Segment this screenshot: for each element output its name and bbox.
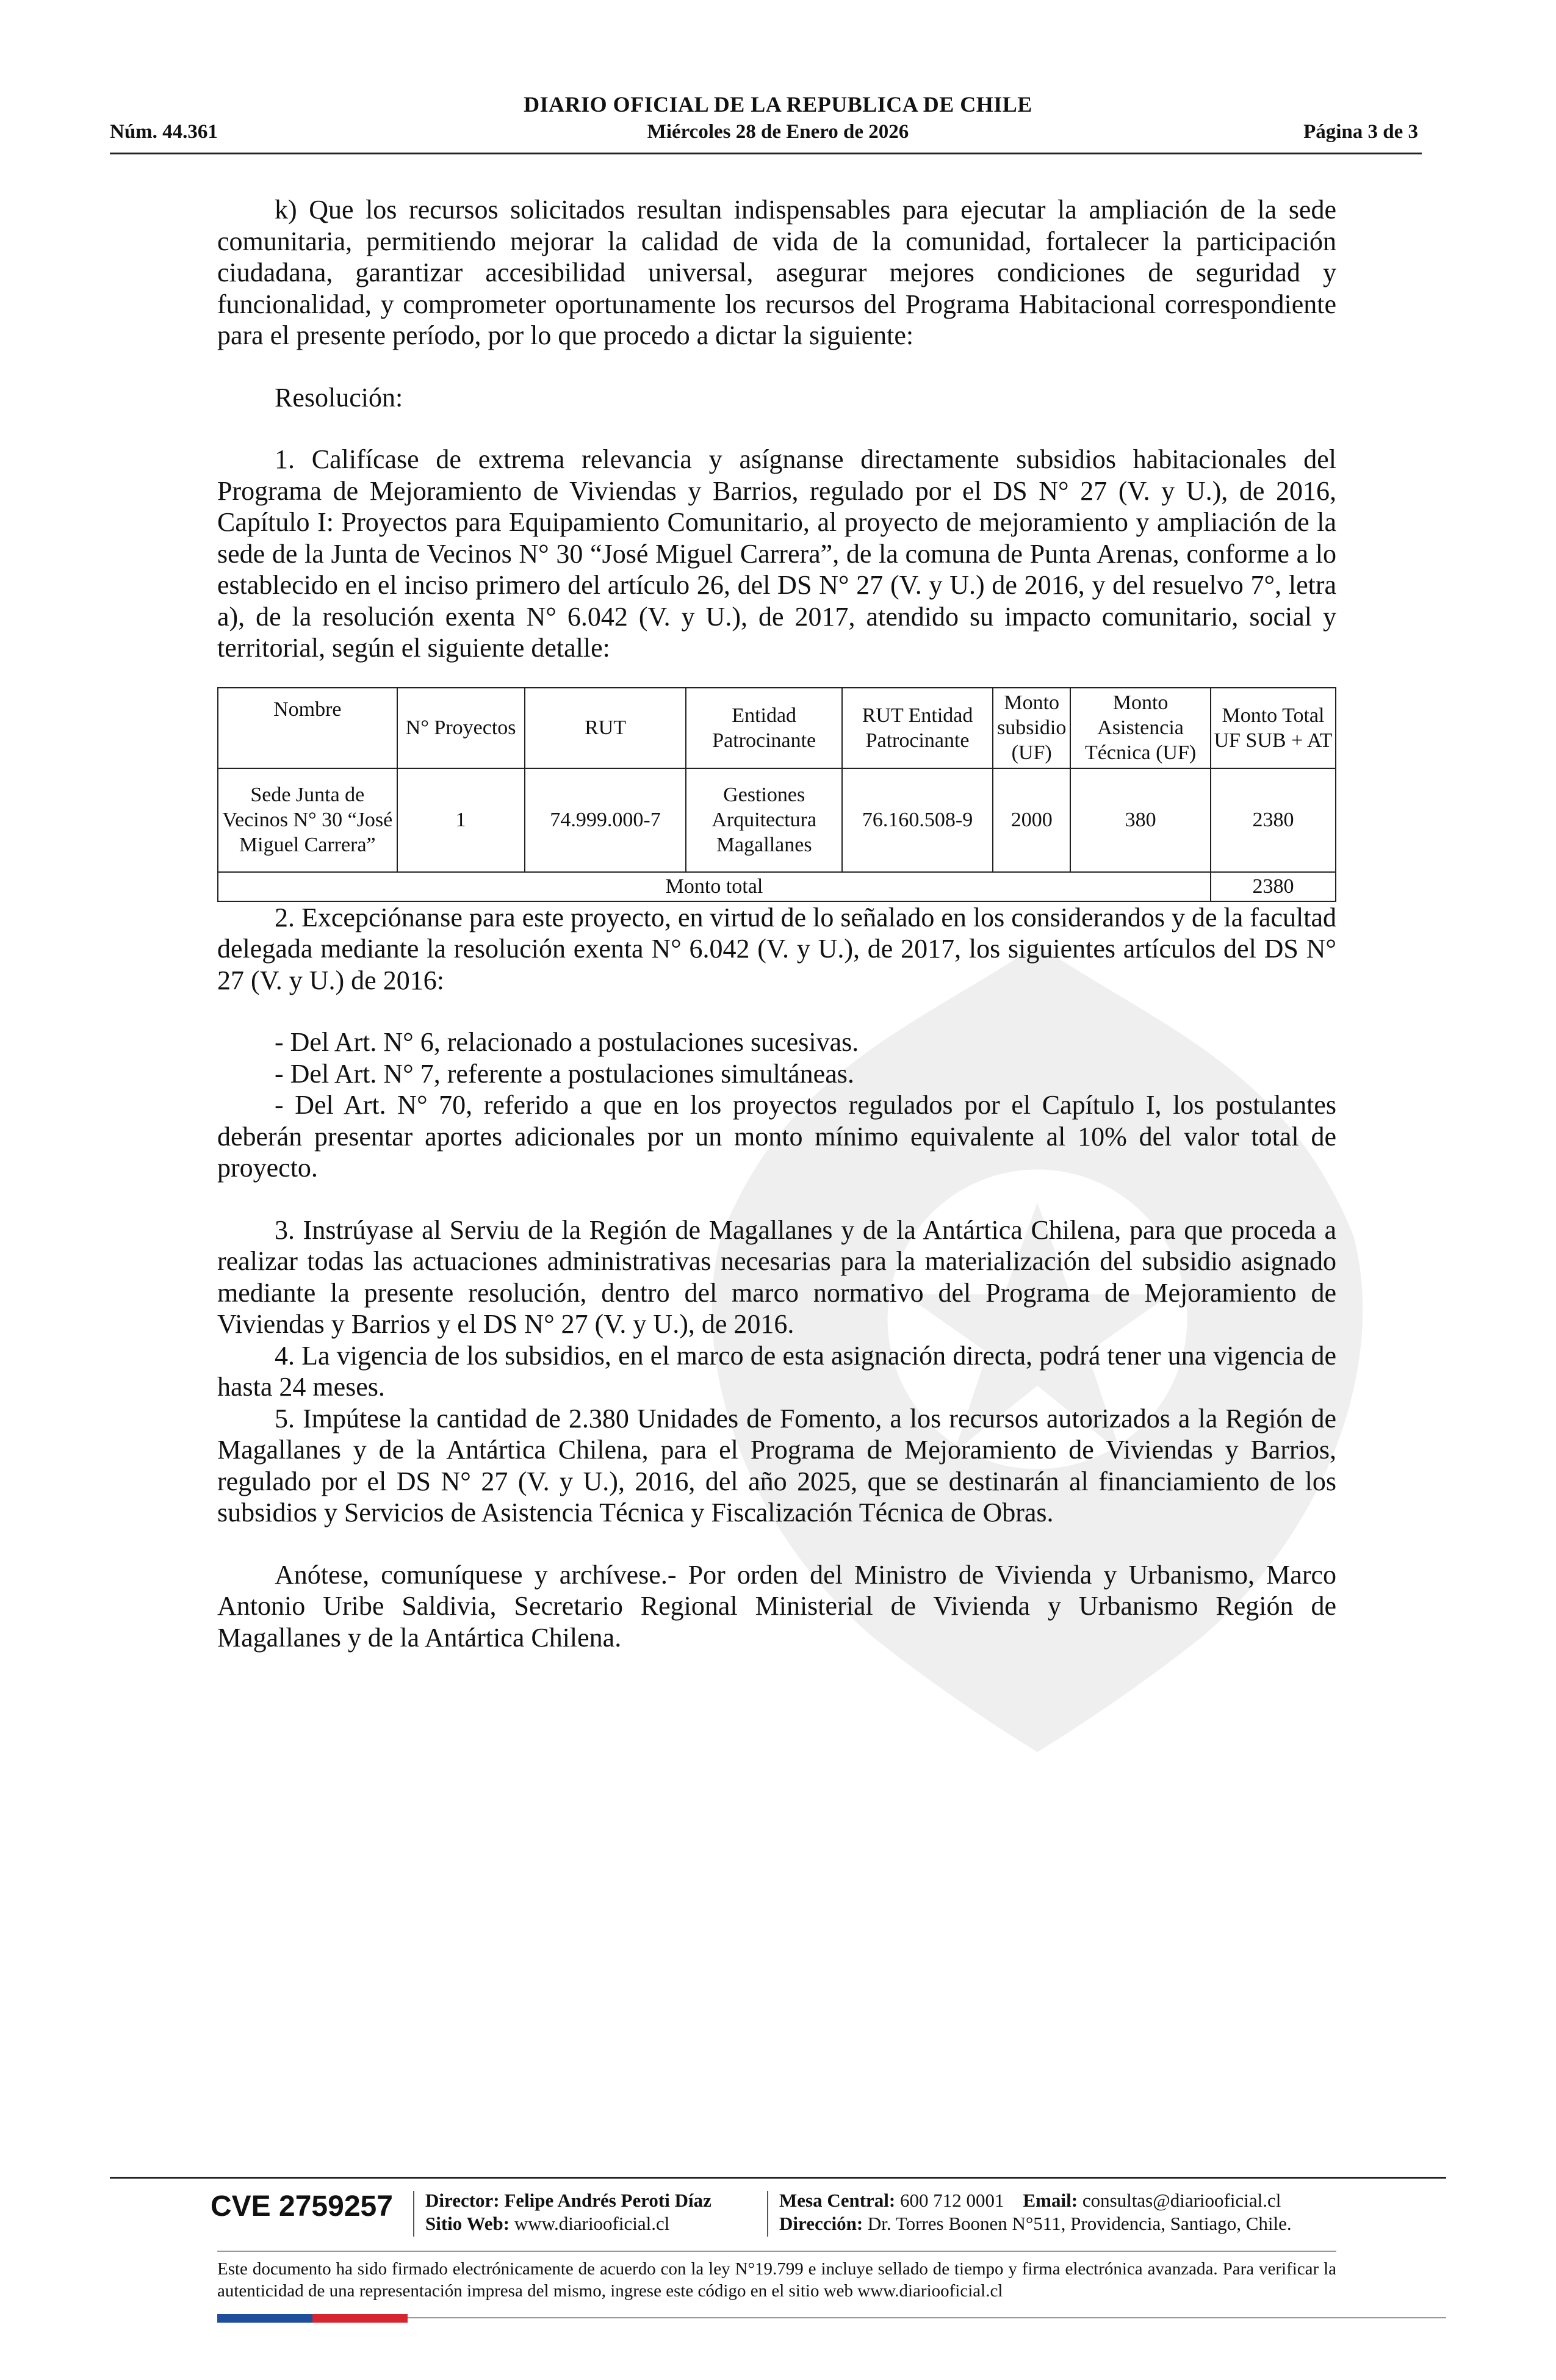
- footer-thin-divider: [217, 2251, 1336, 2252]
- list-item: - Del Art. N° 70, referido a que en los proyectos regulados por el Capítulo I, los postulantes deberán presentar aportes adicionales por un monto mínimo equivalente al 10% del valor total de proyecto.: [217, 1090, 1336, 1183]
- email-link[interactable]: consultas@diariooficial.cl: [1082, 2190, 1281, 2211]
- page-number: Página 3 de 3: [1303, 121, 1418, 143]
- resolution-heading: Resolución:: [275, 382, 403, 413]
- signature-disclaimer: Este documento ha sido firmado electrónicamente de acuerdo con la ley N°19.799 e incluye sellado de tiempo y firma electrónica avanzada. Para verificar la autenticidad de una representación impresa del mismo, ingrese este código en el sitio web www.diariooficial.cl: [217, 2259, 1336, 2301]
- table-header-cell: Monto Asistencia Técnica (UF): [1070, 688, 1211, 768]
- total-label: Monto total: [218, 872, 1211, 901]
- table-row: [218, 768, 1336, 872]
- table-header-cell: Nombre: [218, 688, 397, 768]
- cve-code: CVE 2759257: [211, 2190, 393, 2223]
- table-cell: Sede Junta de Vecinos N° 30 “José Miguel Carrera”: [218, 768, 397, 872]
- table-header-row: [218, 688, 1336, 768]
- closing-paragraph: Anótese, comuníquese y archívese.- Por orden del Ministro de Vivienda y Urbanismo, Marco Antonio Uribe Saldivia, Secretario Regional Ministerial de Vivienda y Urbanismo Región de Magallanes y de la Antártica Chilena.: [217, 1559, 1336, 1653]
- table-header-cell: RUT: [525, 688, 686, 768]
- table-header-cell: RUT Entidad Patrocinante: [842, 688, 993, 768]
- footer-separator: [413, 2191, 414, 2237]
- address-value: Dr. Torres Boonen N°511, Providencia, Santiago, Chile.: [867, 2213, 1292, 2234]
- email-label: Email:: [1023, 2190, 1078, 2211]
- header-divider: [110, 153, 1422, 154]
- phone-label: Mesa Central:: [779, 2190, 896, 2211]
- flag-bar-blue: [217, 2314, 312, 2323]
- website-label: Sitio Web:: [425, 2213, 510, 2234]
- issue-date: Miércoles 28 de Enero de 2026: [647, 121, 909, 143]
- table-header-cell: Monto Total UF SUB + AT: [1211, 688, 1336, 768]
- director-label: Director:: [425, 2190, 500, 2211]
- table-cell: 380: [1070, 768, 1211, 872]
- footer-director-block: [425, 2189, 711, 2235]
- paragraph-k: k) Que los recursos solicitados resultan indispensables para ejecutar la ampliación de la sede comunitaria, permitiendo mejorar la calidad de vida de la comunidad, fortalecer la participación ciudadana, garantizar accesibilidad universal, asegurar mejores condiciones de seguridad y funcionalidad, y comprometer oportunamente los recursos del Programa Habitacional correspondiente para el presente período, por lo que procedo a dictar la siguiente:: [217, 195, 1336, 350]
- flag-bar-red: [312, 2314, 408, 2323]
- resolution-point-2: 2. Excepciónanse para este proyecto, en virtud de lo señalado en los considerandos y de la facultad delegada mediante la resolución exenta N° 6.042 (V. y U.), de 2017, los siguientes artículos del DS N° 27 (V. y U.) de 2016:: [217, 902, 1336, 995]
- flag-color-bar: [217, 2314, 408, 2323]
- issue-number: Núm. 44.361: [110, 121, 218, 143]
- table-header-cell: N° Proyectos: [397, 688, 525, 768]
- footer-contact-block: [779, 2189, 1292, 2235]
- table-cell: 1: [397, 768, 525, 872]
- table-header-cell: Monto subsidio (UF): [993, 688, 1070, 768]
- resolution-point-5: 5. Impútese la cantidad de 2.380 Unidades de Fomento, a los recursos autorizados a la Región de Magallanes y de la Antártica Chilena, para el Programa de Mejoramiento de Viviendas y Barrios, regulado por el DS N° 27 (V. y U.), 2016, del año 2025, que se destinarán al financiamiento de los subsidios y Servicios de Asistencia Técnica y Fiscalización Técnica de Obras.: [217, 1403, 1336, 1527]
- resolution-point-1: 1. Califícase de extrema relevancia y asígnanse directamente subsidios habitacionales del Programa de Mejoramiento de Viviendas y Barrios, regulado por el DS N° 27 (V. y U.), de 2016, Capítulo I: Proyectos para Equipamiento Comunitario, al proyecto de mejoramiento y ampliación de la sede de la Junta de Vecinos N° 30 “José Miguel Carrera”, de la comuna de Punta Arenas, conforme a lo establecido en el inciso primero del artículo 26, del DS N° 27 (V. y U.) de 2016, y del resuelvo 7°, letra a), de la resolución exenta N° 6.042 (V. y U.), de 2017, atendido su impacto comunitario, social y territorial, según el siguiente detalle:: [217, 444, 1336, 663]
- phone-number: 600 712 0001: [900, 2190, 1004, 2211]
- director-name: Felipe Andrés Peroti Díaz: [504, 2190, 711, 2211]
- total-value: 2380: [1211, 872, 1336, 901]
- footer-bottom-line: [408, 2317, 1446, 2318]
- footer-separator: [767, 2191, 768, 2237]
- list-item: - Del Art. N° 6, relacionado a postulaciones sucesivas.: [275, 1027, 859, 1057]
- newspaper-title: DIARIO OFICIAL DE LA REPUBLICA DE CHILE: [524, 92, 1032, 117]
- table-cell: 74.999.000-7: [525, 768, 686, 872]
- table-header-cell: Entidad Patrocinante: [686, 688, 841, 768]
- resolution-point-4: 4. La vigencia de los subsidios, en el marco de esta asignación directa, podrá tener una vigencia de hasta 24 meses.: [217, 1340, 1336, 1402]
- footer-divider: [110, 2177, 1446, 2179]
- table-cell: 2000: [993, 768, 1070, 872]
- table-cell: 2380: [1211, 768, 1336, 872]
- resolution-point-3: 3. Instrúyase al Serviu de la Región de Magallanes y de la Antártica Chilena, para que proceda a realizar todas las actuaciones administrativas necesarias para la materialización del subsidio asignado mediante la presente resolución, dentro del marco normativo del Programa de Mejoramiento de Viviendas y Barrios y el DS N° 27 (V. y U.), de 2016.: [217, 1214, 1336, 1339]
- list-item: - Del Art. N° 7, referente a postulaciones simultáneas.: [275, 1058, 854, 1089]
- table-total-row: [218, 872, 1336, 901]
- table-cell: Gestiones Arquitectura Magallanes: [686, 768, 841, 872]
- table-cell: 76.160.508-9: [842, 768, 993, 872]
- website-link[interactable]: www.diariooficial.cl: [514, 2213, 670, 2234]
- subsidy-detail-table: [217, 687, 1336, 902]
- address-label: Dirección:: [779, 2213, 863, 2234]
- document-body: [217, 194, 1336, 1653]
